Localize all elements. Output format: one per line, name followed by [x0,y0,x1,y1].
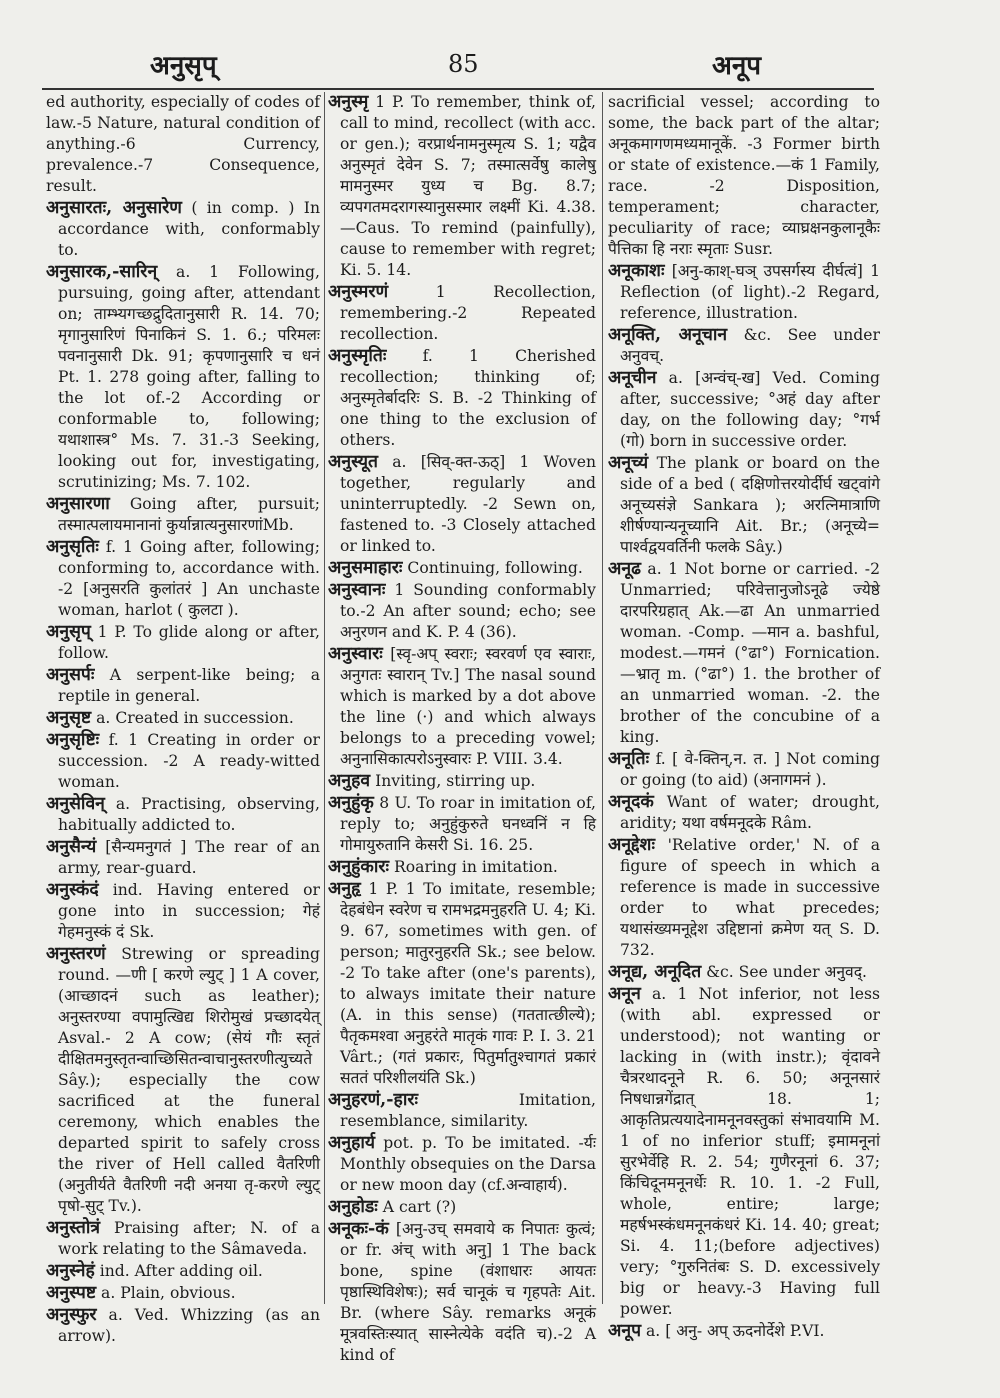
column-divider-2 [602,92,603,1304]
definition-text: A cart (?) [382,1198,457,1216]
column-3 [608,92,880,1343]
headword: अनुहार्य [328,1133,376,1153]
definition-text: ind. After adding oil. [99,1262,263,1280]
headword: अनुस्कंदं [46,880,99,900]
headword: अनून [608,984,641,1004]
headword: अनूदकं [608,792,654,812]
definition-text: a. [अन्वंच्-ख] Ved. Coming after, successive; °अहं day after day, on the following day; °गर्भ (गो) born in successive order. [620,369,880,450]
headword: अनुस्मृ [328,92,369,112]
headword: अनूतिः [608,749,650,769]
dictionary-entry [328,558,596,579]
definition-text: The plank or board on the side of a bed ( दक्षिणोत्तरयोर्दीर्घ खट्वांगे अनूच्यसंज्ञे Sankara ); अरत्निमात्राणि शीर्षण्यान्यनूच्यानि Ait. Br.; (अनूच्ये= पार्श्वद्वयवर्तिनी फलके Sây.) [620,454,880,556]
definition-text: &c. See under अनुवच्. [620,326,880,365]
definition-text: f. [ वे-क्तिन्,न. त. ] Not coming or going (to aid) (अनागमनं ). [620,750,880,789]
definition-text: ( in comp. ) In accordance with, conformably to. [58,199,320,259]
headword: अनुहव [328,771,371,791]
dictionary-entry [608,453,880,558]
dictionary-entry [328,346,596,451]
headword: अनूप [608,1321,642,1341]
dictionary-entry [608,92,880,260]
definition-text: &c. See under अनुवद्. [706,963,867,981]
headword: अनुस्तरणं [46,944,106,964]
headword: अनुसृप् [46,622,91,642]
headword: अनुसैन्यं [46,837,97,857]
dictionary-entry [608,261,880,324]
definition-text: a. 1 Not inferior, not less (with abl. expressed or understood); not wanting or lacking in (with instr.); वृंदावने चैत्ररथादनूने R. 6. 50; अनूनसारं निषधान्नगेंद्रात् 18. 1; आकृतिप्रत्ययादेनामनूनवस्तुकां संभावयामि M. 1 of no inferior stuff; इमामनूनां सुरभेर्वेहि R. 2. 54; गुणैरनूनां 6. 37; किंचिदूनमनूनर्धेः R. 10. 1. -2 Full, whole, entire; large; महर्षभस्कंधमनूनकंधरं Ki. 14. 40; great; Si. 4. 11;(before adjectives) very; °गुरुनितंबः S. D. excessively big or heavy.-3 Having full power. [620,985,880,1318]
column-1 [46,92,320,1348]
definition-text: 8 U. To roar in imitation of, reply to; अनुहुंकुरुते घनध्वनिं न हि गोमायुरुतानि केसरी Si. 16. 25. [340,794,596,854]
dictionary-entry [328,452,596,557]
dictionary-entry [46,198,320,261]
column-2 [328,92,596,1367]
definition-text: [सैन्यमनुगतं ] The rear of an army, rear-guard. [58,838,320,877]
dictionary-entry [328,793,596,856]
dictionary-entry [328,771,596,792]
definition-text: 'Relative order,' N. of a figure of speech in which a reference is made in successive order to what precedes; यथासंख्यमनूद्देश उद्दिष्टानां क्रमेण यत् S. D. 732. [620,836,880,959]
dictionary-entry [328,1090,596,1132]
headword: अनूच्यं [608,453,649,473]
headword: अनुहुंकृ [328,793,374,813]
dictionary-entry [46,537,320,621]
definition-text: sacrificial vessel; according to some, the back part of the altar; अनूकमागणमध्यमानूकें. -3 Former birth or state of existence.—कं 1 Family, race. -2 Disposition, temperament; character, peculiarity of race; व्याघ्रक्षनकुलानूकैः पैत्तिका हि नराः स्मृताः Susr. [608,93,880,258]
headword: अनूद्य, अनूदित [608,962,702,982]
dictionary-entry [328,879,596,1089]
definition-text: Roaring in imitation. [394,858,558,876]
definition-text: Continuing, following. [407,559,583,577]
definition-text: a. Plain, obvious. [101,1284,236,1302]
headword: अनुस्वारः [328,644,383,664]
definition-text: [अनु-काश्-घञ् उपसर्गस्य दीर्घत्वं] 1 Reflection (of light).-2 Regard, reference, illustration. [620,262,880,322]
dictionary-entry [608,749,880,791]
definition-text: A serpent-like being; a reptile in general. [58,666,320,705]
headword: अनुहृ [328,879,361,899]
headword: अनुसृतिः [46,537,99,557]
headword: अनूद्देशः [608,835,655,855]
definition-text: Want of water; drought, aridity; यथा वर्षमनूदके Râm. [620,793,880,832]
headword: अनुस्नेहं [46,1261,95,1281]
definition-text: f. 1 Cherished recollection; thinking of; अनुस्मृतेर्बादरिः S. B. -2 Thinking of one thing to the exclusion of others. [340,347,596,449]
definition-text: ind. Having entered or gone into in succession; गेहं गेहमनुस्कं दं Sk. [58,881,320,941]
dictionary-entry [328,282,596,345]
headword: अनुस्यूत [328,452,379,472]
left-guide-word: अनुसृप् [150,51,217,81]
definition-text: a. Practising, observing, habitually addicted to. [58,795,320,834]
dictionary-entry [46,837,320,879]
headword: अनुसारतः, अनुसारेण [46,198,182,218]
dictionary-entry [46,1261,320,1282]
dictionary-entry [608,792,880,834]
headword: अनुस्वानः [328,580,386,600]
dictionary-entry [328,857,596,878]
definition-text: Praising after; N. of a work relating to the Sâmaveda. [58,1219,320,1258]
headword: अनुसृष्टिः [46,730,100,750]
dictionary-entry [46,730,320,793]
headword: अनुस्तोत्रं [46,1218,101,1238]
dictionary-entry [328,92,596,281]
headword: अनुस्पष्ट [46,1283,97,1303]
definition-text: Imitation, resemblance, similarity. [340,1091,596,1130]
dictionary-entry [46,708,320,729]
definition-text: a. [ अनु- अप् ऊदनोर्देशे P.VI. [646,1322,825,1340]
dictionary-entry [46,1218,320,1260]
definition-text: [अनु-उच् समवाये क निपातः कुत्वं; or fr. अंच् with अनु] 1 The back bone, spine (वंशाधारः आयतः पृष्ठास्थिविशेषः); सर्व चानूकं च गृहपतेः Ait. Br. (where Sây. remarks अनूकं मूत्रवस्तिःस्यात् सास्नेत्येके वदंति च).-2 A kind of [340,1220,596,1364]
headword: अनुसमाहारः [328,558,403,578]
headword: अनुस्फुर [46,1305,97,1325]
dictionary-entry [608,325,880,367]
definition-text: ed authority, especially of codes of law.-5 Nature, natural condition of anything.-6 Currency, prevalence.-7 Consequence, result. [46,93,320,195]
dictionary-entry [46,262,320,493]
definition-text: 1 Sounding conformably to.-2 An after sound; echo; see अनुरणन and K. P. 4 (36). [340,581,596,641]
dictionary-entry [46,1305,320,1347]
headword: अनुस्मृतिः [328,346,387,366]
dictionary-entry [608,962,880,983]
definition-text: 1 P. 1 To imitate, resemble; देहबंधेन स्वरेण च रामभद्रमनुहरति U. 4; Ki. 9. 67, sometimes with gen. of person; मातुरनुहरति Sk.; see below. -2 To take after (one's parents), to always imitate their nature (A. in this sense) (गततात्छील्ये); पैतृकमश्वा अनुहरंते मातृकं गावः P. I. 3. 21 Vârt.; (गतं प्रकारः, पितुर्मातुश्चागतं प्रकारं सततं परिशीलयंति Sk.) [340,880,596,1087]
definition-text: Going after, pursuit; तस्मात्पलायमानानां कुर्यान्नात्यनुसारणांMb. [58,495,320,534]
headword: अनूढ [608,559,641,579]
dictionary-entry [608,559,880,748]
headword: अनुस्मरणं [328,282,389,302]
definition-text: Inviting, stirring up. [375,772,536,790]
headword: अनूचीन [608,368,657,388]
dictionary-entry [328,1219,596,1366]
dictionary-entry [328,1133,596,1196]
headword: अनुसारक,-सारिन् [46,262,158,282]
headword: अनूकाशः [608,261,665,281]
header-rule [42,88,874,90]
definition-text: a. Created in succession. [96,709,294,727]
dictionary-entry [328,1197,596,1218]
definition-text: a. 1 Not borne or carried. -2 Unmarried; परिवेत्तानुजोऽनूढे ज्येष्ठे दारपरिग्रहात् Ak.—ढा An unmarried woman. -Comp. —मान a. bashful, modest.—गमनं (°ढा°) Fornication. —भ्रातृ m. (°ढा°) 1. the brother of an unmarried woman. -2. the brother of the concubine of a king. [620,560,880,746]
dictionary-entry [46,1283,320,1304]
dictionary-entry [46,622,320,664]
headword: अनुसेविन् [46,794,105,814]
definition-text: a. Ved. Whizzing (as an arrow). [58,1306,320,1345]
dictionary-entry [46,794,320,836]
headword: अनुसर्पः [46,665,95,685]
definition-text: 1 Recollection, remembering.-2 Repeated recollection. [340,283,596,343]
dictionary-entry [608,984,880,1320]
dictionary-entry [46,665,320,707]
definition-text: pot. p. To be imitated. -र्यः Monthly obsequies on the Darsa or new moon day (cf.अन्वाहार्य). [340,1134,596,1194]
right-guide-word: अनूप [712,51,762,81]
definition-text: f. 1 Creating in order or succession. -2 A ready-witted woman. [58,731,320,791]
headword: अनूकः-कं [328,1219,389,1239]
definition-text: a. 1 Following, pursuing, going after, attendant on; ताम्भ्यगच्छद्रुदितानुसारी R. 14. 70; मृगानुसारिणं पिनाकिनं S. 1. 6.; परिमलः पवनानुसारी Dk. 91; कृपणानुसारि च धनं Pt. 1. 278 going after, falling to the lot of.-2 According or conformable to, following; यथाशास्त्र° Ms. 7. 31.-3 Seeking, looking out for, investigating, scrutinizing; Ms. 7. 102. [58,263,320,491]
dictionary-entry [46,494,320,536]
definition-text: a. [सिव्-क्त-ऊठ्] 1 Woven together, regularly and uninterruptedly. -2 Sewn on, fastened to. -3 Closely attached or linked to. [340,453,596,555]
headword: अनुसृष्ट [46,708,92,728]
definition-text: f. 1 Going after, following; conforming to, accordance with. -2 [अनुसरति कुलांतरं ] An unchaste woman, harlot ( कुलटा ). [58,538,320,619]
headword: अनुहरणं,-हारः [328,1090,419,1110]
dictionary-entry [46,880,320,943]
dictionary-entry [608,835,880,961]
definition-text: 1 P. To remember, think of, call to mind, recollect (with acc. or gen.); वरप्रार्थनामनुस्मृत्य S. 1; यद्वैव अनुस्मृतं देवेन S. 7; तस्मात्सर्वेषु कालेषु मामनुस्मर युध्य च Bg. 8.7; व्यपगतमदरागस्यानुसस्मार लक्ष्मीं Ki. 4.38.—Caus. To remind (painfully), cause to remember with regret; Ki. 5. 14. [340,93,596,279]
headword: अनुहुंकारः [328,857,390,877]
headword: अनुसारणा [46,494,110,514]
definition-text: [स्वृ-अप् स्वराः; स्वरवर्ण एव स्वाराः, अनुगतः स्वारान् Tv.] The nasal sound which is marked by a dot above the line (·) and which always belongs to a preceding vowel; अनुनासिकात्परोऽनुस्वारः P. VIII. 3.4. [340,645,596,768]
column-divider-1 [324,92,325,1304]
dictionary-entry [46,92,320,197]
definition-text: 1 P. To glide along or after, follow. [58,623,320,662]
dictionary-entry [328,580,596,643]
dictionary-entry [608,1321,880,1342]
dictionary-entry [46,944,320,1217]
definition-text: Strewing or spreading round. —णी [ करणे ल्युट् ] 1 A cover, (आच्छादनं such as leather); अनुस्तरण्या वपामुत्खिद्य शिरोमुखं प्रच्छादयेत् Asval.- 2 A cow; (सेयं गौः स्तृतं दीक्षितमनुस्तृतन्वाच्छिसितन्वाचानुस्तरणीत्युच्यते Sây.); especially the cow sacrificed at the funeral ceremony, which enables the departed spirit to safely cross the river of Hell called वैतरिणी (अनुतीर्यते वैतरिणी नदी अनया तृ-करणे ल्युट् पृषो-सुट् Tv.). [58,945,320,1215]
page-number: 85 [448,50,479,78]
dictionary-entry [608,368,880,452]
headword: अनूक्ति, अनूचान [608,325,728,345]
headword: अनुहोडः [328,1197,378,1217]
dictionary-entry [328,644,596,770]
